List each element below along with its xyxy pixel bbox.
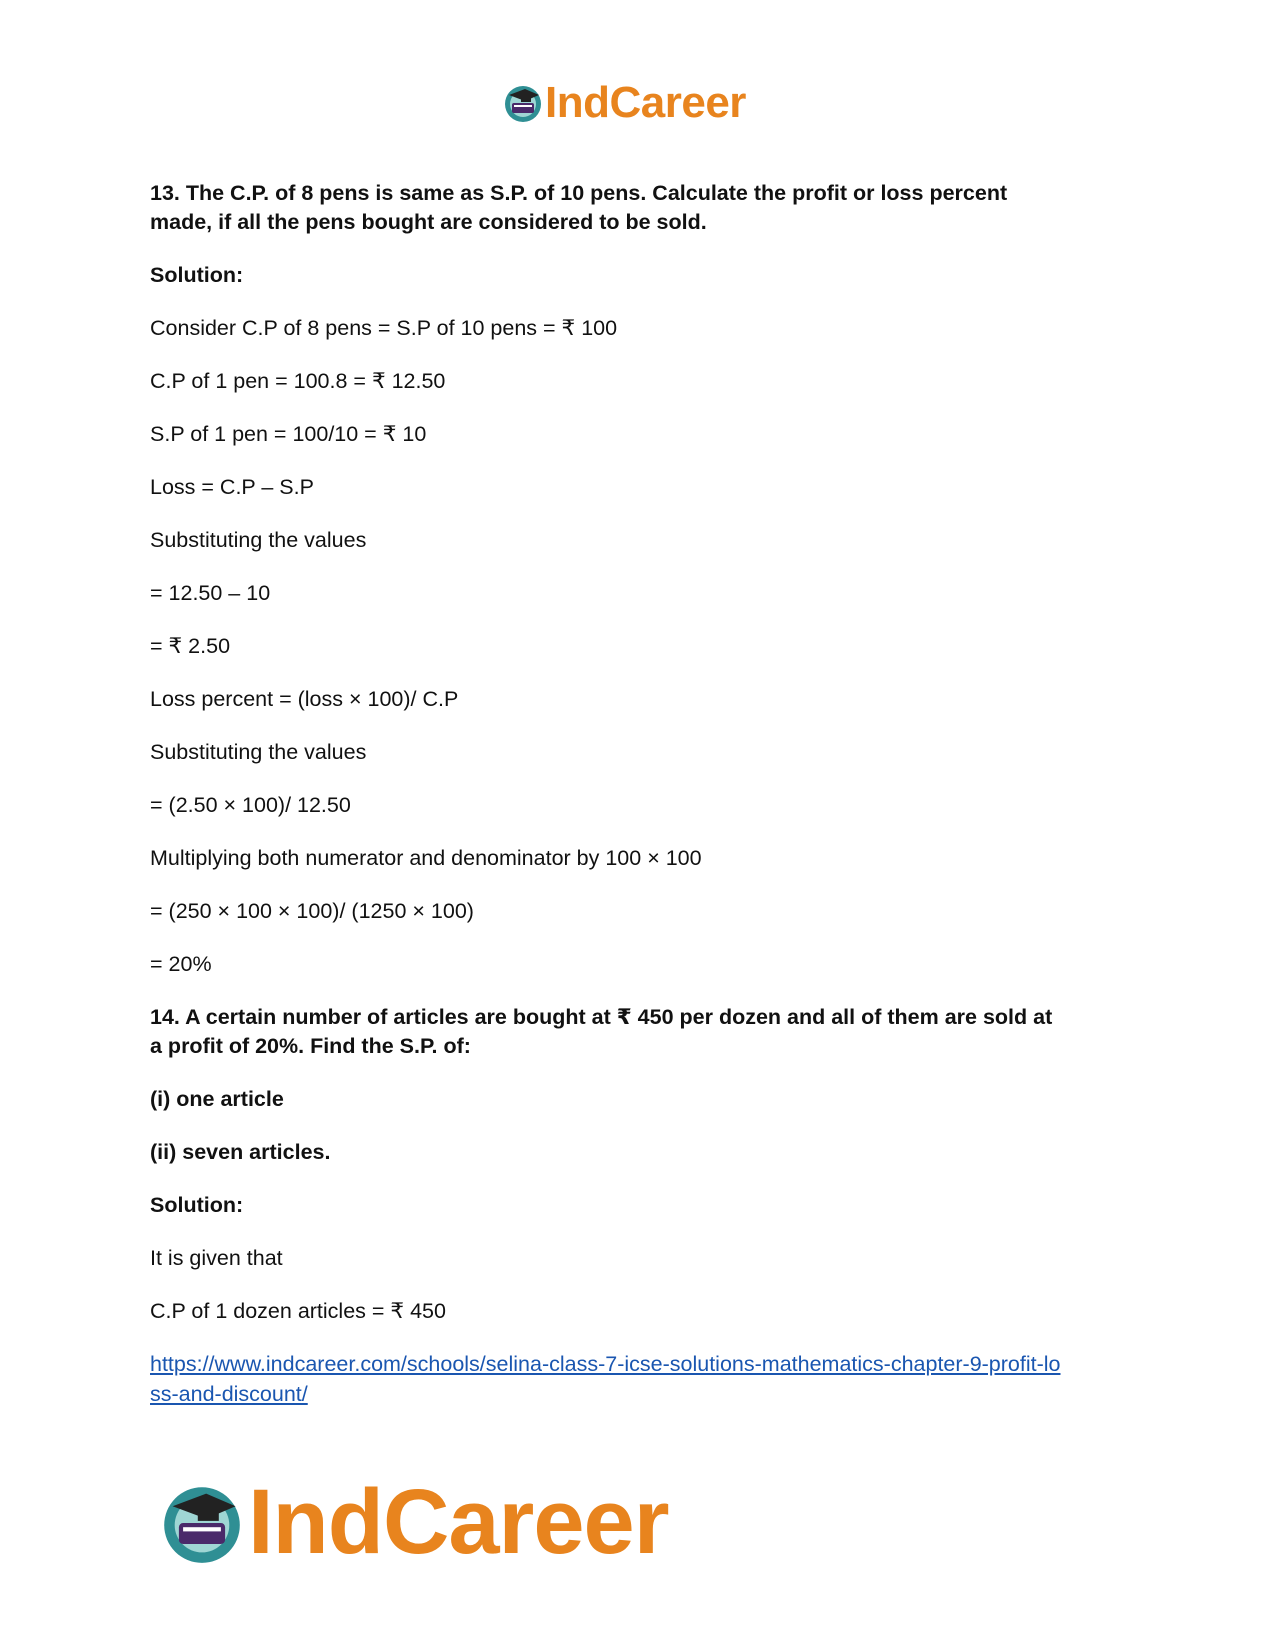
q13-step: Consider C.P of 8 pens = S.P of 10 pens = ₹ 100 xyxy=(150,316,618,340)
q14-part: (i) one article xyxy=(150,1087,284,1111)
q14-part: (ii) seven articles. xyxy=(150,1140,331,1164)
q13-step: = ₹ 2.50 xyxy=(150,634,231,658)
q14-solution-label: Solution: xyxy=(150,1193,244,1217)
footer-link-line-2[interactable]: ss-and-discount/ xyxy=(150,1382,308,1406)
footer-link[interactable] xyxy=(150,1349,1130,1409)
q13-question-line-2: made, if all the pens bought are considered to be sold. xyxy=(150,210,707,234)
q13-step: Substituting the values xyxy=(150,528,367,552)
q13-step: C.P of 1 pen = 100.8 = ₹ 12.50 xyxy=(150,369,446,393)
q13-step: = (250 × 100 × 100)/ (1250 × 100) xyxy=(150,899,474,923)
brand-wordmark: IndCareer xyxy=(248,1471,669,1573)
q13-step: = (2.50 × 100)/ 12.50 xyxy=(150,793,351,817)
q14-step: C.P of 1 dozen articles = ₹ 450 xyxy=(150,1299,446,1323)
footer-logo xyxy=(160,1470,669,1575)
q13-solution-label: Solution: xyxy=(150,263,244,287)
q13-step: Loss percent = (loss × 100)/ C.P xyxy=(150,687,459,711)
q13-step: Loss = C.P – S.P xyxy=(150,475,314,499)
q13-step: Substituting the values xyxy=(150,740,367,764)
q14-question-line-1: 14. A certain number of articles are bought at ₹ 450 per dozen and all of them are sold at xyxy=(150,1005,1053,1029)
q14-question-line-2: a profit of 20%. Find the S.P. of: xyxy=(150,1034,471,1058)
q13-step: = 12.50 – 10 xyxy=(150,581,271,605)
q13-step: = 20% xyxy=(150,952,212,976)
graduation-book-icon xyxy=(503,83,543,123)
q14-step: It is given that xyxy=(150,1246,283,1270)
q13-question-line-1: 13. The C.P. of 8 pens is same as S.P. of 10 pens. Calculate the profit or loss percent xyxy=(150,181,1008,205)
graduation-book-icon xyxy=(160,1481,244,1565)
header-logo xyxy=(503,78,746,128)
brand-wordmark: IndCareer xyxy=(545,78,746,127)
q13-step: S.P of 1 pen = 100/10 = ₹ 10 xyxy=(150,422,427,446)
q13-step: Multiplying both numerator and denominator by 100 × 100 xyxy=(150,846,702,870)
footer-link-line-1[interactable]: https://www.indcareer.com/schools/selina-class-7-icse-solutions-mathematics-chapter-9-profit-lo xyxy=(150,1352,1061,1376)
